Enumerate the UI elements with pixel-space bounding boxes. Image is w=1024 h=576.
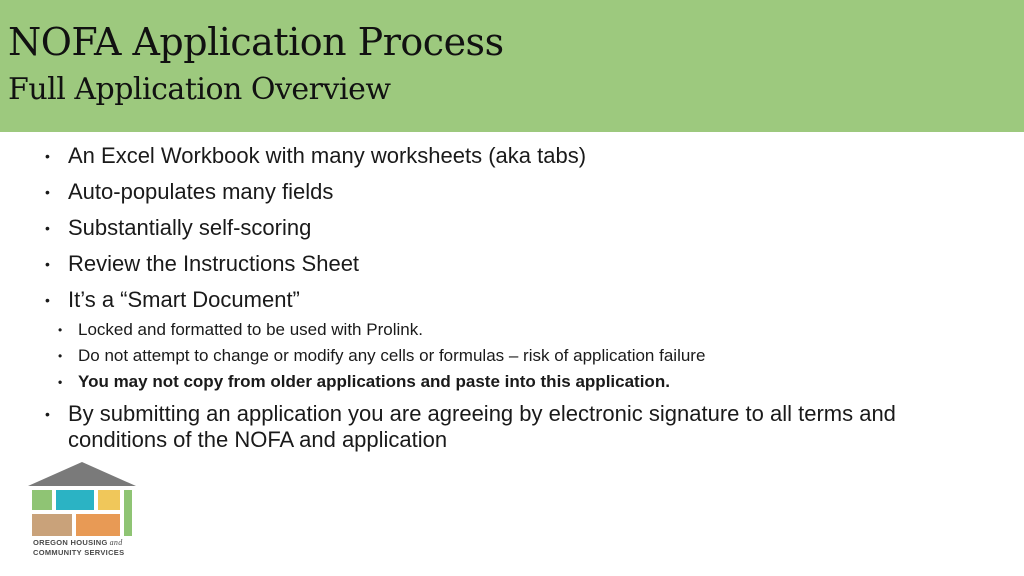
bullet-icon: • (45, 220, 50, 236)
slide-subtitle: Full Application Overview (8, 72, 391, 107)
logo-line1: OREGON HOUSING (33, 538, 108, 547)
bullet-item (40, 401, 940, 453)
bullet-item (40, 215, 940, 241)
logo-and: and (109, 538, 123, 547)
bullet-item (40, 251, 940, 277)
logo-block-teal (56, 490, 94, 510)
sub-bullet-icon: • (58, 349, 63, 363)
slide-title: NOFA Application Process (8, 20, 504, 64)
sub-bullet-text: You may not copy from older applications and paste into this application. (78, 372, 670, 391)
logo-block-green-top (32, 490, 52, 510)
bullet-icon: • (45, 292, 50, 308)
bullet-text: An Excel Workbook with many worksheets (aka tabs) (68, 143, 587, 168)
sub-bullet-item (40, 319, 940, 341)
bullet-content (40, 143, 940, 463)
sub-bullet-list (40, 319, 940, 393)
logo-block-green-side (124, 490, 132, 536)
logo-text-line1 (33, 538, 123, 547)
bullet-icon: • (45, 184, 50, 200)
bullet-item (40, 179, 940, 205)
sub-bullet-icon: • (58, 323, 63, 337)
bullet-icon: • (45, 406, 50, 422)
bullet-text: Auto-populates many fields (68, 179, 334, 204)
sub-bullet-item-emphasis (40, 371, 940, 393)
bullet-text: Review the Instructions Sheet (68, 251, 360, 276)
bullet-text: Substantially self-scoring (68, 215, 312, 240)
logo-roof (28, 462, 136, 486)
bullet-item (40, 143, 940, 169)
sub-bullet-item (40, 345, 940, 367)
logo-block-tan (32, 514, 72, 536)
bullet-list (40, 143, 940, 453)
bullet-text: By submitting an application you are agreeing by electronic signature to all terms and conditions of the NOFA and application (68, 401, 896, 452)
sub-bullet-icon: • (58, 375, 63, 389)
bullet-icon: • (45, 148, 50, 164)
sub-bullet-text: Do not attempt to change or modify any cells or formulas – risk of application failure (78, 346, 706, 365)
logo-text-line2: COMMUNITY SERVICES (33, 548, 125, 557)
bullet-text: It’s a “Smart Document” (68, 287, 300, 312)
logo-block-yellow (98, 490, 120, 510)
logo-block-orange (76, 514, 120, 536)
sub-bullet-text: Locked and formatted to be used with Prolink. (78, 320, 423, 339)
header-band (0, 0, 1024, 132)
bullet-item (40, 287, 940, 393)
bullet-icon: • (45, 256, 50, 272)
